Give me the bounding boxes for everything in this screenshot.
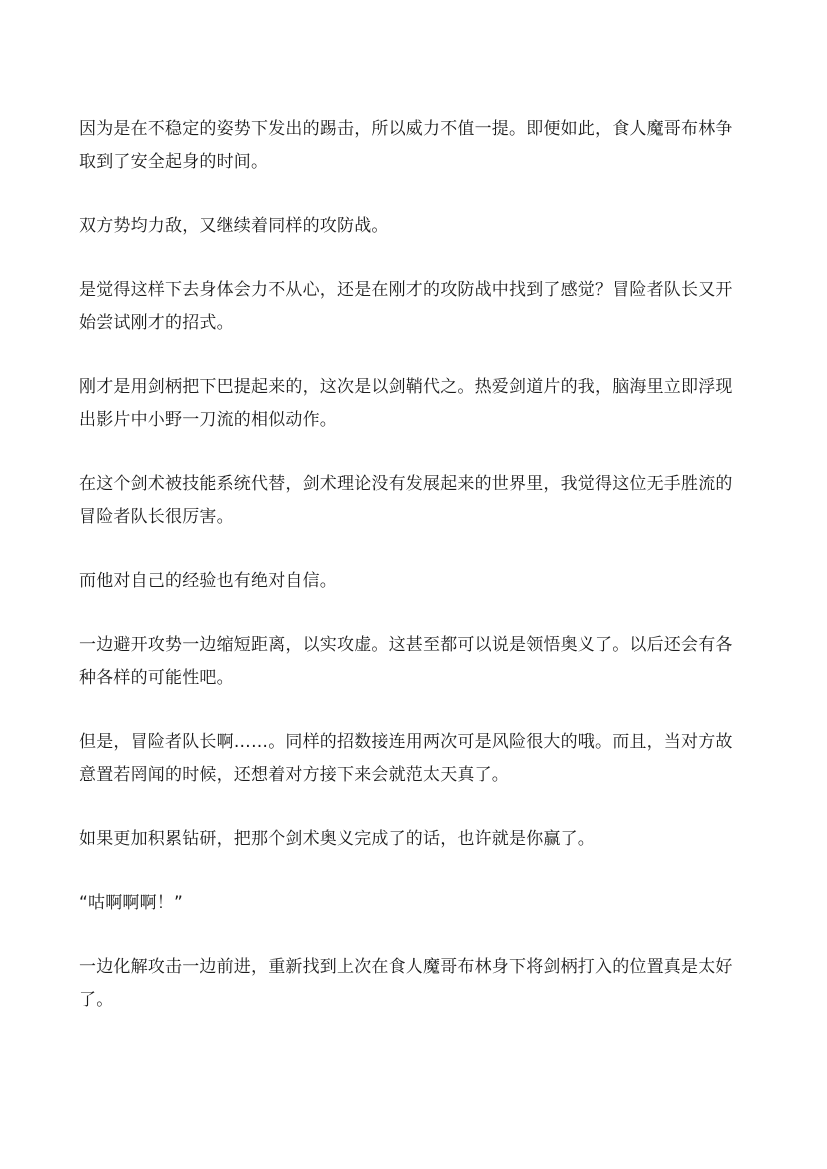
paragraph-1: 因为是在不稳定的姿势下发出的踢击，所以威力不值一提。即便如此，食人魔哥布林争取到了安全起身的时间。	[79, 119, 733, 172]
paragraph-7: 一边避开攻势一边缩短距离，以实攻虚。这甚至都可以说是领悟奥义了。以后还会有各种各样的可能性吧。	[79, 635, 733, 688]
paragraph-11: 一边化解攻击一边前进，重新找到上次在食人魔哥布林身下将剑柄打入的位置真是太好了。	[79, 957, 733, 1010]
paragraph-4: 刚才是用剑柄把下巴提起来的，这次是以剑鞘代之。热爱剑道片的我，脑海里立即浮现出影片中小野一刀流的相似动作。	[79, 377, 733, 430]
paragraph-6: 而他对自己的经验也有绝对自信。	[79, 571, 337, 591]
dialogue-line: “咕啊啊啊！”	[79, 893, 184, 913]
paragraph-3: 是觉得这样下去身体会力不从心，还是在刚才的攻防战中找到了感觉？冒险者队长又开始尝试刚才的招式。	[79, 280, 733, 333]
paragraph-9: 如果更加积累钻研，把那个剑术奥义完成了的话，也许就是你赢了。	[79, 829, 595, 849]
paragraph-2: 双方势均力敌，又继续着同样的攻防战。	[79, 216, 389, 236]
paragraph-8: 但是，冒险者队长啊……。同样的招数接连用两次可是风险很大的哦。而且，当对方故意置若罔闻的时候，还想着对方接下来会就范太天真了。	[79, 732, 733, 785]
document-body	[79, 113, 739, 1048]
paragraph-5: 在这个剑术被技能系统代替，剑术理论没有发展起来的世界里，我觉得这位无手胜流的冒险者队长很厉害。	[79, 474, 733, 527]
